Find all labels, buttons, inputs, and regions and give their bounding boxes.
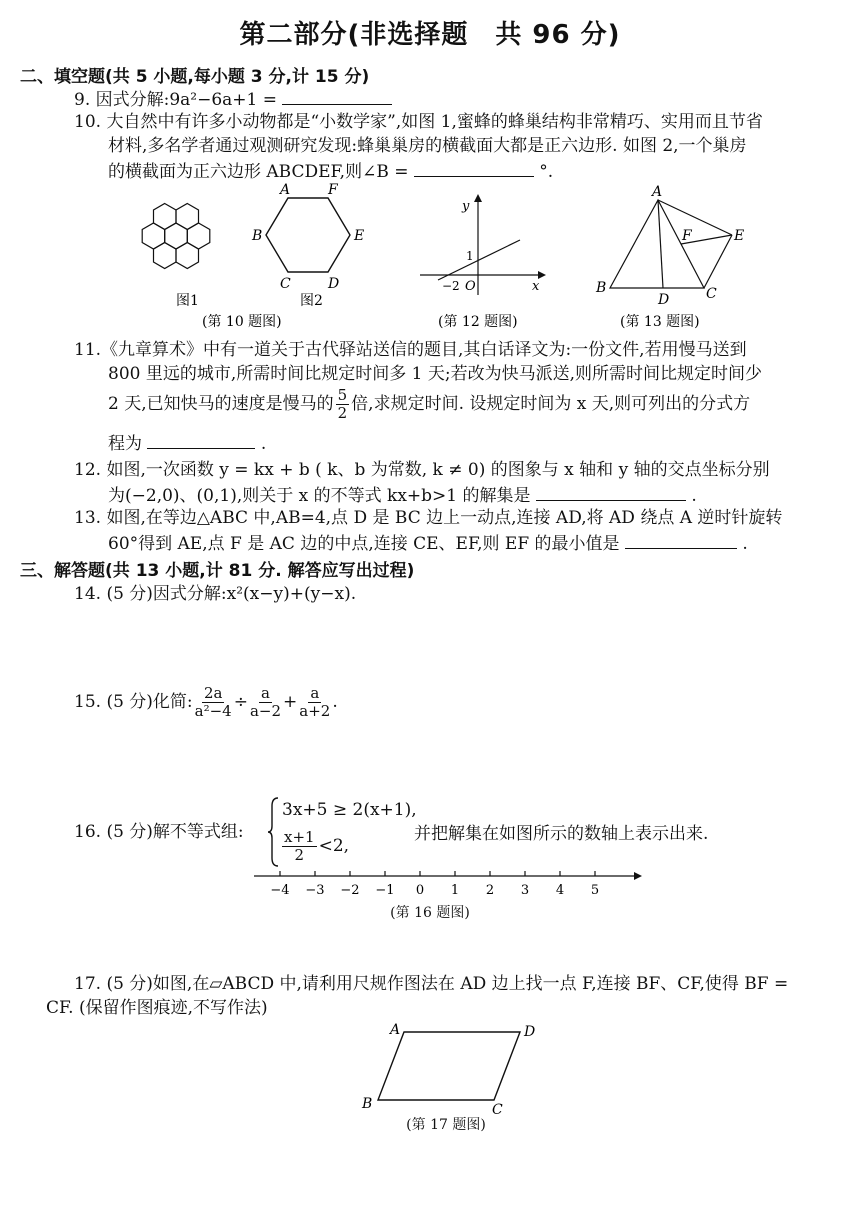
caption-q17: (第 17 题图) bbox=[406, 1117, 486, 1133]
question-13-line-1: 13. 如图,在等边△ABC 中,AB=4,点 D 是 BC 边上一动点,连接 AD,将 AD 绕点 A 逆时针旋转 bbox=[74, 508, 783, 528]
question-10-text: 的横截面为正六边形 ABCDEF,则∠B = bbox=[108, 162, 409, 182]
question-15-prefix: 15. (5 分)化简: bbox=[74, 692, 193, 712]
answer-blank[interactable] bbox=[282, 86, 392, 105]
fill-in-section-heading: 二、填空题(共 5 小题,每小题 3 分,计 15 分) bbox=[20, 67, 370, 87]
intercept-1-label: 1 bbox=[466, 249, 474, 263]
number-line-tick-label: 2 bbox=[485, 883, 495, 898]
question-16-prefix: 16. (5 分)解不等式组: bbox=[74, 822, 244, 842]
honeycomb-cell bbox=[176, 204, 199, 230]
plus-operator: + bbox=[283, 692, 298, 712]
question-12-text: 为(−2,0)、(0,1),则关于 x 的不等式 kx+b>1 的解集是 bbox=[108, 486, 531, 506]
tri-label-e: E bbox=[734, 228, 745, 244]
fraction-five-halves bbox=[336, 387, 350, 422]
question-11-text-b: 倍,求规定时间. 设规定时间为 x 天,则可列出的分式方 bbox=[351, 394, 751, 414]
para-label-b: B bbox=[362, 1096, 373, 1112]
number-line-tick-label: 1 bbox=[450, 883, 460, 898]
hex-label-e: E bbox=[354, 228, 365, 244]
tri-label-d: D bbox=[658, 292, 670, 308]
question-13-line-2: 60°得到 AE,点 F 是 AC 边的中点,连接 CE、EF,则 EF 的最小值是 . bbox=[108, 530, 748, 556]
caption-q16: (第 16 题图) bbox=[390, 905, 470, 921]
question-12-line-1: 12. 如图,一次函数 y = kx + b ( k、b 为常数, k ≠ 0) 的图象与 x 轴和 y 轴的交点坐标分别 bbox=[74, 460, 770, 480]
question-11-line-1: 11.《九章算术》中有一道关于古代驿站送信的题目,其白话译文为:一份文件,若用慢马送到 bbox=[74, 340, 747, 360]
system-brace bbox=[268, 796, 278, 868]
fraction-2-denominator: a−2 bbox=[249, 701, 282, 720]
fraction-1-denominator: a²−4 bbox=[194, 701, 232, 720]
fraction-2 bbox=[250, 685, 281, 720]
question-11-line-2: 800 里远的城市,所需时间比规定时间多 1 天;若改为快马派送,则所需时间比规定时间少 bbox=[108, 364, 763, 384]
figures-row bbox=[120, 180, 760, 340]
hex-label-c: C bbox=[280, 276, 291, 292]
number-line-tick-label: 3 bbox=[520, 883, 530, 898]
fraction-1-numerator: 2a bbox=[203, 683, 223, 702]
honeycomb-cell bbox=[154, 204, 177, 230]
question-17-line-1: 17. (5 分)如图,在▱ABCD 中,请利用尺规作图法在 AD 边上找一点 F,连接 BF、CF,使得 BF = bbox=[74, 974, 789, 994]
number-line-tick-label: −2 bbox=[340, 883, 360, 898]
number-line-tick-label: −4 bbox=[270, 883, 290, 898]
tri-label-a: A bbox=[652, 184, 663, 200]
inequality-2-rest: <2, bbox=[318, 836, 350, 856]
caption-q12: (第 12 题图) bbox=[438, 314, 518, 330]
question-14: 14. (5 分)因式分解:x²(x−y)+(y−x). bbox=[74, 584, 357, 604]
fraction-3-numerator: a bbox=[310, 683, 320, 702]
intercept-neg2-label: −2 bbox=[442, 279, 460, 293]
question-11-text-a: 2 天,已知快马的速度是慢马的 bbox=[108, 394, 334, 414]
page-title: 第二部分(非选择题 共 96 分) bbox=[239, 20, 621, 50]
tri-label-b: B bbox=[596, 280, 607, 296]
fraction-denominator: 2 bbox=[337, 403, 348, 422]
parallelogram-figure bbox=[356, 1018, 546, 1116]
caption-q10: (第 10 题图) bbox=[202, 314, 282, 330]
fraction-1 bbox=[195, 685, 232, 720]
question-11-text-c: 程为 bbox=[108, 434, 142, 454]
fraction-3-denominator: a+2 bbox=[299, 701, 331, 720]
inequality-1: 3x+5 ≥ 2(x+1), bbox=[282, 800, 417, 820]
question-13-text: 60°得到 AE,点 F 是 AC 边的中点,连接 CE、EF,则 EF 的最小值是 bbox=[108, 534, 620, 554]
answer-blank[interactable] bbox=[147, 430, 255, 449]
question-10-line-1: 10. 大自然中有许多小动物都是“小数学家”,如图 1,蜜蜂的蜂巢结构非常精巧、实用而且节省 bbox=[74, 112, 763, 132]
question-15 bbox=[74, 680, 338, 724]
hex-label-a: A bbox=[280, 182, 291, 198]
hex-label-f: F bbox=[328, 182, 338, 198]
tri-label-f: F bbox=[682, 228, 692, 244]
number-line-tick-label: −1 bbox=[375, 883, 395, 898]
number-line-tick-label: −3 bbox=[305, 883, 325, 898]
caption-q13: (第 13 题图) bbox=[620, 314, 700, 330]
inequality-2-denominator: 2 bbox=[294, 845, 305, 864]
question-16-suffix: 并把解集在如图所示的数轴上表示出来. bbox=[414, 824, 709, 844]
para-label-d: D bbox=[524, 1024, 536, 1040]
inequality-2-fraction bbox=[282, 829, 317, 864]
x-axis-label: x bbox=[532, 279, 540, 294]
question-12-line-2: 为(−2,0)、(0,1),则关于 x 的不等式 kx+b>1 的解集是 . bbox=[108, 482, 697, 508]
solution-section-heading: 三、解答题(共 13 小题,计 81 分. 解答应写出过程) bbox=[20, 561, 415, 581]
inequality-2-numerator: x+1 bbox=[284, 827, 315, 846]
honeycomb-cell bbox=[154, 243, 177, 269]
fig2-label: 图2 bbox=[300, 293, 323, 309]
question-9-text: 9. 因式分解:9a²−6a+1 = bbox=[74, 90, 278, 110]
question-11-line-3 bbox=[108, 386, 750, 422]
number-line-tick-label: 5 bbox=[590, 883, 600, 898]
fraction-2-numerator: a bbox=[261, 683, 270, 702]
number-line-tick-label: 0 bbox=[415, 883, 425, 898]
honeycomb-cell bbox=[176, 243, 199, 269]
triangle-figure bbox=[610, 200, 732, 288]
y-axis-label: y bbox=[462, 199, 470, 214]
fig1-label: 图1 bbox=[176, 293, 199, 309]
hex-label-d: D bbox=[328, 276, 340, 292]
period: . bbox=[332, 692, 338, 712]
divide-operator: ÷ bbox=[233, 692, 248, 712]
fraction-numerator: 5 bbox=[337, 385, 348, 404]
para-label-c: C bbox=[492, 1102, 503, 1116]
degree-symbol: °. bbox=[539, 162, 554, 182]
hex-label-b: B bbox=[252, 228, 263, 244]
question-17-line-2: CF. (保留作图痕迹,不写作法) bbox=[46, 998, 268, 1018]
honeycomb-figure bbox=[142, 204, 210, 269]
question-9 bbox=[74, 86, 392, 112]
linear-function-graph bbox=[420, 194, 546, 295]
answer-blank[interactable] bbox=[625, 530, 737, 549]
inequality-2 bbox=[280, 826, 349, 866]
origin-label: O bbox=[465, 279, 476, 294]
tri-label-c: C bbox=[706, 286, 717, 302]
number-line-tick-label: 4 bbox=[555, 883, 565, 898]
para-label-a: A bbox=[390, 1022, 401, 1038]
number-line bbox=[250, 868, 650, 902]
hexagon-figure bbox=[266, 198, 350, 272]
answer-blank[interactable] bbox=[414, 158, 534, 177]
question-10-line-2: 材料,多名学者通过观测研究发现:蜂巢巢房的横截面大都是正六边形. 如图 2,一个巢房 bbox=[108, 136, 747, 156]
fraction-3 bbox=[299, 685, 330, 720]
question-11-line-4: 程为 . bbox=[108, 430, 266, 456]
answer-blank[interactable] bbox=[536, 482, 686, 501]
